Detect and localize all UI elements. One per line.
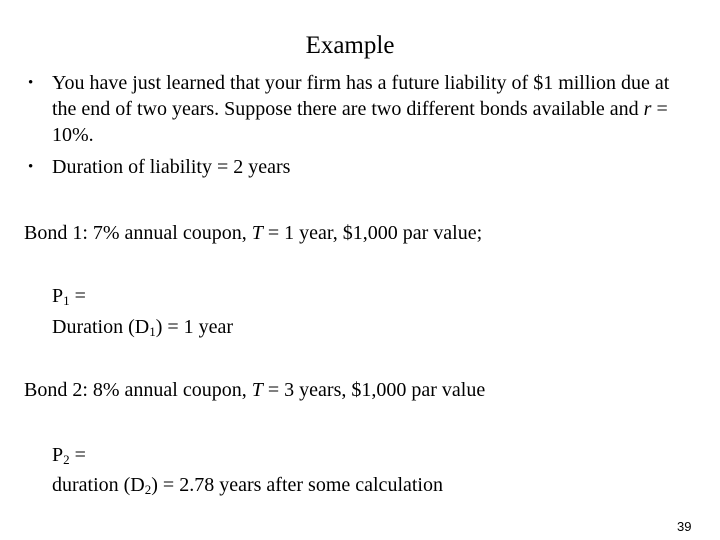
duration-label: duration (D [52, 474, 145, 496]
bond1-duration [52, 314, 233, 340]
slide-title: Example [305, 32, 395, 59]
duration-label: Duration (D [52, 316, 150, 338]
bullet-text: You have just learned that your firm has a future liability of $1 million due at the end of two years. Suppose there are two different bonds available and [52, 72, 670, 120]
maturity-variable: T [251, 379, 263, 401]
price-equals: = [69, 444, 86, 466]
bullet-text: Duration of liability = 2 years [52, 156, 291, 178]
duration-subscript: 2 [144, 482, 152, 497]
bullet-liability-scenario [28, 70, 688, 148]
rate-variable: r [643, 98, 652, 120]
price-symbol: P [52, 444, 64, 466]
duration-subscript: 1 [149, 324, 156, 339]
bond2-price [52, 442, 86, 468]
price-subscript: 2 [63, 452, 70, 467]
duration-value: ) = 1 year [155, 316, 234, 338]
maturity-variable: T [251, 222, 263, 244]
page-number: 39 [677, 519, 692, 534]
price-equals: = [69, 285, 86, 307]
bullet-marker-icon: • [28, 159, 34, 175]
price-subscript: 1 [63, 293, 70, 308]
bond1-coupon-text: Bond 1: 7% annual coupon, [24, 222, 252, 244]
bond2-coupon-text: Bond 2: 8% annual coupon, [24, 379, 252, 401]
bond2-duration [52, 472, 443, 498]
bond2-description [24, 377, 485, 403]
bond1-price [52, 283, 86, 309]
bond1-terms-text: = 1 year, $1,000 par value; [262, 222, 483, 244]
bond2-terms-text: = 3 years, $1,000 par value [262, 379, 486, 401]
duration-value: ) = 2.78 years after some calculation [151, 474, 443, 496]
bullet-liability-duration [28, 154, 688, 180]
bullet-text-rate: = 10%. [52, 98, 668, 146]
price-symbol: P [52, 285, 64, 307]
bullet-marker-icon: • [28, 75, 34, 91]
bullet-list [28, 70, 688, 186]
bond1-description [24, 220, 482, 246]
